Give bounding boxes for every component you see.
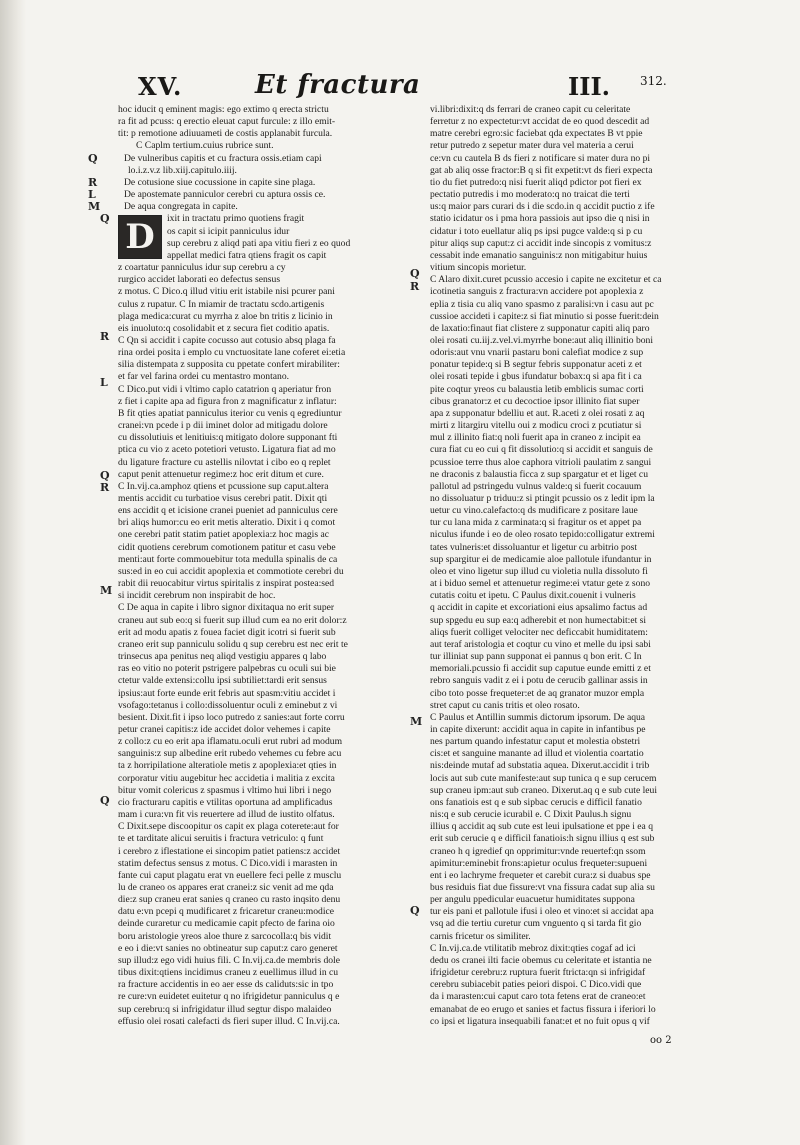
text-line: sup cerebru:q si infrigidatur illud segtur dispo malaideo: [118, 1003, 332, 1015]
text-line: tibus dixit:qtiens incidimus craneu z euellimus illud in cu: [118, 967, 339, 979]
margin-marker: R: [410, 280, 420, 293]
text-line: boru aristologie yreos aloe thure z sarcocolla:q bis vidit: [118, 930, 332, 942]
text-line: pitur aliqs sup caput:z ci accidit inde sincopis z vomitus:z: [430, 237, 652, 249]
text-line: carnis fricetur os similiter.: [430, 930, 531, 942]
text-line: odoris:aut vnu vnarii pastaru boni calefiat modice z sup: [430, 347, 644, 359]
text-line: statim defectus sensus z motus. C Dico.vidi i marasten in: [118, 857, 338, 869]
text-line: ne draconis z balaustia ficca z sup spargatur et et liget cu: [430, 468, 648, 480]
text-line: du ligature fracture cu astellis nilovtat i cibo eo q replet: [118, 456, 331, 468]
text-line: fante cui caput plagatu erat vn euellere feci pelle z musclu: [118, 869, 342, 881]
chapter-rubric: C Caplm tertium.cuius rubrice sunt.: [136, 140, 274, 152]
text-line: cibus granator:z et cu decoctioe ipsor illinito fiat super: [430, 395, 640, 407]
text-line: ent i eo lachryme frequeter et carebit cura:z si duabus spe: [430, 869, 651, 881]
margin-marker: M: [100, 584, 113, 597]
text-line: cranei:vn pcede i p dii iminet dolor ad mitigadu dolore: [118, 420, 328, 432]
text-line: C In.vij.ca.amphoz qtiens et pcussione sup caput.altera: [118, 480, 329, 492]
text-line: cidit quotiens cerebrum comotionem patitur et casu vebe: [118, 541, 336, 553]
text-line: erit sub cerucie q e difficil fanatiois:h signu illius q est sub: [430, 833, 655, 845]
margin-marker: Q: [410, 267, 420, 280]
text-line: bri aliqs humor:cu eo erit metis alteratio. Dixit i q comot: [118, 517, 336, 529]
text-line: in capite dixerunt: accidit aqua in capite in infantibus pe: [430, 723, 646, 735]
text-line: rurgico accidet laborati eo defectus sensus: [118, 274, 281, 286]
left-text-column: [118, 104, 368, 1028]
text-line: craneu aut sub eo:q si fuerit sup illud cum ea no erit dolor:z: [118, 614, 347, 626]
text-line: retur putredo z sepetur mater dura vel materia a cerui: [430, 140, 634, 152]
text-line: cessabit inde emanatio sanguinis:z non mitigabitur huius: [430, 249, 648, 261]
text-line: aut teraf aristologia et coqtur cu vino et melle du ipsi sabi: [430, 638, 651, 650]
text-line: emanabat de eo erugo et sanies et factus fissura i iferiori lo: [430, 1003, 656, 1015]
toc-item: De apostemate panniculor cerebri cu aptura ossis ce.: [124, 189, 326, 201]
margin-marker: Q: [100, 469, 110, 482]
text-line: craneo erit sup panniculu solidu q sup cerebru est nec erit te: [118, 638, 348, 650]
text-line: cibo toto posse frequeter:et de aq granator muzor empla: [430, 687, 645, 699]
text-line: mam i cura:vn fit vis reuertere ad illud de iustito olfatus.: [118, 809, 335, 821]
text-line: mul z illinito fiat:q noli fuerit apa in craneo z incipit ea: [430, 432, 641, 444]
text-line: oleo et vino ligetur sup illud cu violetia nulla dissoluto fi: [430, 565, 648, 577]
text-line: us:q maior pars curari ds i die scdo.in q accidit puctio z ife: [430, 201, 655, 213]
text-line: ferretur z no expectetur:vt accidat de eo quod descedit ad: [430, 116, 650, 128]
toc-item: De aqua congregata in capite.: [124, 201, 238, 213]
text-line: tit: p remotione adiuuameti de costis applanabit furcula.: [118, 128, 333, 140]
text-line: os capit si icipit panniculus idur: [167, 225, 290, 237]
text-line: tur illiniat sup pann supponat ei pannus q bon erit. C In: [430, 651, 642, 663]
text-line: sup cerebru z aliqd pati apa vitiu fieri z eo quod: [167, 237, 351, 249]
text-line: plaga medica:curat cu myrrha z aloe bn tritis z licinio in: [118, 310, 333, 322]
text-line: no dissoluatur p triduu:z si ptingit pcussio os z ledit ipm la: [430, 493, 655, 504]
text-line: cussioe accideti i capite:z si fiat minutio si posse fuerit:dein: [430, 310, 659, 322]
margin-marker: R: [88, 176, 98, 189]
text-line: i cerebro z iflestatione ei sincopim patiet patiens:z accidet: [118, 845, 341, 857]
text-line: cu dissolutiuis et lenitiuis:q mitigato dolore supponant fti: [118, 432, 338, 444]
text-line: stret caput cu canis tritis et oleo rosato.: [430, 699, 580, 711]
margin-marker: L: [88, 188, 96, 201]
text-line: datu e:vn pcepi q mudificaret z fricaretur craneu:modice: [118, 906, 335, 918]
text-line: locis aut sub cute manifeste:aut sup tunica q e sup cerucem: [430, 772, 657, 784]
text-line: ons fanatiois est q e sub sipbac cerucis e difficil fanatio: [430, 796, 642, 808]
text-line: te et tarditate alicui seruitis i fractura vetriculo: q funt: [118, 833, 324, 845]
text-line: sanguinis:z sup albedine erit rubedo vehemes cu febre acu: [118, 748, 342, 760]
catchword: oo 2: [650, 1035, 672, 1046]
binding-shadow: [0, 0, 26, 1145]
text-line: C De aqua in capite i libro signor dixitaqua no erit super: [118, 602, 335, 614]
text-line: vsofago:tetanus i collo:dissoluentur oculi z eminebut z vi: [118, 699, 338, 711]
text-line: dedu os cranei ilti facie obemus cu celeritate et istantia ne: [430, 954, 652, 966]
text-line: z fiet i capite apa ad figura fron z magnificatur z inflatur:: [118, 395, 337, 407]
text-line: sup illud:z ego vidi huius fili. C In.vij.ca.de membris dole: [118, 954, 340, 966]
folio-number: 312.: [640, 74, 667, 88]
text-line: one cerebri patit statim patiet apoplexia:z hoc magis ac: [118, 529, 329, 541]
text-line: uetur cu vino.calefacto:q ds mudificare z positare laue: [430, 505, 638, 517]
text-line: sup spargitur ei de medicamie aloe pallotule ifundantur in: [430, 553, 652, 565]
text-line: ipsius:aut forte eunde erit febris aut spasm:vitiu accidet i: [118, 687, 336, 699]
text-line: nis:deinde mutaf ad substatia aquea. Dixerut.accidit i trib: [430, 760, 650, 772]
text-line: ctetur valde extensi:collu ipsi subtiliet:tardi erit sensus: [118, 675, 327, 687]
text-line: cerebru subiacebit paties peiori dispoi. C Dico.vidi que: [430, 979, 642, 991]
text-line: ixit in tractatu primo quotiens fragit: [167, 213, 305, 225]
text-line: cura fiat cu eo cui q fit dissolutio:q si accidit et sanguis de: [430, 444, 653, 456]
text-line: caput penit attenuetur regime:z hoc erit ditum et cure.: [118, 468, 324, 480]
text-line: niculus ifunde i eo de oleo rosato tepido:colligatur extremi: [430, 529, 655, 541]
text-line: rebro sanguis vadit z ei i potu de cerucib gallinar assis in: [430, 675, 648, 687]
text-line: bitur vomit colericus z spasmus i vltimo hui libri i nego: [118, 784, 332, 796]
chapter-numeral: III.: [568, 72, 611, 101]
text-line: nis:q e sub cerucie icurabil e. C Dixit Paulus.h signu: [430, 809, 632, 821]
text-line: pectatio putredis i mo moderato:q no traicat die terti: [430, 189, 630, 201]
text-line: sus:ed in eo cui accidit apoplexia et commotiote cerebri du: [118, 565, 344, 577]
text-line: ptica cu vio z aceto potetiori vetusto. Ligatura fiat ad mo: [118, 444, 336, 456]
text-line: ens accidit q et icisione cranei pueniet ad panniculus cere: [118, 505, 338, 517]
text-line: illius q accidit aq sub cute est leui ipulsatione et ppe i ea q: [430, 821, 653, 833]
text-line: eplia z tisia cu aliq vano spasmo z paralisi:vn i casu aut pc: [430, 298, 654, 310]
text-line: z coartatur panniculus idur sup cerebru a cy: [118, 262, 286, 274]
text-line: vitium sincopis morietur.: [430, 262, 527, 274]
text-line: besient. Dixit.fit i ipso loco putredo z sanies:aut forte corru: [118, 711, 345, 723]
margin-marker: R: [100, 330, 110, 343]
text-line: appellat medici fatra qtiens fragit os capit: [167, 249, 327, 261]
text-line: lu de craneo os appares erat cranei:z sic venit ad me qda: [118, 882, 334, 893]
text-line: tio du fiet putredo:q nisi fuerit aliqd pdictor pot fieri ex: [430, 176, 642, 188]
toc-item: De cotusione siue cocussione in capite sine plaga.: [124, 176, 316, 188]
text-line: ras eo vitio no poterit pstrigere palpebras cu oculi sui bie: [118, 663, 336, 675]
text-line: da i marasten:cui caput caro tota fetens erat de craneo:et: [430, 991, 646, 1003]
text-line: ponatur tepide:q si B segtur febris supponatur aceti z et: [430, 359, 642, 371]
toc-item: lo.i.z.v.z lib.xiij.capitulo.iiij.: [128, 164, 237, 176]
text-line: C In.vij.ca.de vtilitatib mebroz dixit:qties cogaf ad ici: [430, 942, 636, 954]
text-line: olei rosati tepide i gbus ifundatur bobax:q si apa fit i ca: [430, 371, 642, 383]
text-line: memoriali.pcussio fi accidit sup caputue eunde emitti z et: [430, 663, 651, 675]
running-title: Et fractura: [255, 70, 421, 100]
text-line: pcussioe terre thus aloe caphora vitrioli paulatim z sangui: [430, 456, 652, 468]
text-line: mentis accidit cu turbatioe visus cerebri patit. Dixit qti: [118, 493, 328, 504]
text-line: aliqs fuerit colliget velociter nec deficcabit humiditatem:: [430, 626, 648, 638]
text-line: z collo:z cu eo erit apa iflamatu.oculi erut rubri ad modum: [118, 736, 343, 748]
initial-letter: D: [125, 217, 155, 258]
margin-marker: R: [100, 481, 110, 494]
text-line: z motus. C Dico.q illud vitiu erit istabile nisi pcurer pani: [118, 286, 335, 298]
text-line: at i biduo semel et attenuetur regime:ei vtatur gete z sono: [430, 578, 651, 590]
text-line: tur cu lana mida z carminata:q si fragitur os et appet pa: [430, 517, 642, 529]
text-line: rina ordei posita i emplo cu vnctuositate lane coferet ei:etia: [118, 347, 346, 359]
text-line: icotinetia sanguis z fractura:vn accidere pot apoplexia z: [430, 286, 644, 298]
text-line: hoc iducit q eminent magis: ego extimo q erecta strictu: [118, 104, 329, 115]
text-line: vi.libri:dixit:q ds ferrari de craneo capit cu celeritate: [430, 104, 631, 115]
text-line: erit ad modu apatis z fouea faciet digit icotri si fuerit sub: [118, 626, 336, 638]
text-line: sup craneu ipm:aut sub craneo. Dixerut.aq q e sub cute leui: [430, 784, 657, 796]
text-line: olei rosati cu.iij.z.vel.vi.myrrhe bone:aut aliq illinitio boni: [430, 334, 654, 346]
text-line: cio fracturaru capitis e vtilitas oportuna ad amplificadus: [118, 796, 333, 808]
text-line: die:z sup craneu erat sanies q craneo cu rasto inqsito denu: [118, 894, 341, 906]
margin-marker: L: [100, 376, 108, 389]
text-line: ra fracture accidentis in eo aer esse ds caliduts:sic in tpo: [118, 979, 334, 991]
text-line: vsq ad die tertiu curetur cum vnguento q si tarda fit gio: [430, 918, 642, 930]
text-line: C Qn si accidit i capite cocusso aut cotusio absq plaga fa: [118, 334, 336, 346]
toc-item: De vulneribus capitis et cu fractura ossis.etiam capi: [124, 152, 322, 164]
text-line: q accidit in capite et excoriationi eius apsalimo factus ad: [430, 602, 648, 614]
margin-marker: Q: [88, 152, 98, 165]
text-line: bus residuis fiat due fissure:vt vna fissura cadat sup alia su: [430, 882, 655, 893]
text-line: per angulu ppedicular euacuetur humiditates suppona: [430, 894, 635, 906]
text-line: rabit dii reuocabitur virtus spiritalis z inspirat postea:sed: [118, 578, 335, 590]
text-line: eis inuoluto:q cosolidabit et z secura fiet coditio apatis.: [118, 322, 330, 334]
text-line: trinsecus apa penitus neq aliqd vestigiu appares q labo: [118, 651, 327, 663]
margin-marker: Q: [100, 212, 110, 225]
text-line: e eo i die:vt sanies no obtineatur sup caput:z caro generet: [118, 942, 338, 954]
margin-marker: Q: [100, 794, 110, 807]
text-line: C Dixit.sepe discoopitur os capit ex plaga coterete:aut for: [118, 821, 339, 833]
margin-marker: Q: [410, 904, 420, 917]
text-line: C Alaro dixit.curet pcussio accesio i capite ne excitetur et ca: [430, 274, 662, 286]
text-line: ra fit ad pcuss: q erectio eleuat caput furcule: z illo emit-: [118, 116, 336, 128]
text-line: si incidit cerebrum non inspirabit de hoc.: [118, 590, 276, 602]
text-line: C Paulus et Antillin summis dictorum ipsorum. De aqua: [430, 711, 646, 723]
text-line: statio icidatur os i pma hora passiois aut ipso die q nisi in: [430, 213, 650, 225]
section-numeral: XV.: [138, 72, 183, 101]
text-line: pite coqtur yreos cu balaustia letib emblicis sumac corti: [430, 383, 644, 395]
decorated-initial: [118, 215, 162, 259]
text-line: ta z horripilatione alteratiole metis z apoplexia:et qties in: [118, 760, 337, 772]
text-line: ce:vn cu cautela B ds fieri z notificare si mater dura no pi: [430, 152, 651, 164]
margin-marker: M: [410, 715, 423, 728]
text-line: et far vel farina ordei cu mentastro montano.: [118, 371, 290, 383]
text-line: silia distempata z supposita cu ppetate confert mirabiliter:: [118, 359, 340, 371]
text-line: cidatur i toto euellatur aliq ps ipsi pugce valde:q si p cu: [430, 225, 643, 237]
text-line: nes partum quando infestatur caput et molestia obstetri: [430, 736, 641, 748]
text-line: tur eis pani et pallotule ifusi i oleo et vino:et si accidat apa: [430, 906, 654, 918]
text-line: apimitur:eminebit frons:apietur oculus frequeter:supueni: [430, 857, 648, 869]
text-line: culus z rupatur. C In miamir de tractatu scdo.artigenis: [118, 298, 325, 310]
text-line: sup spgedu eu sup ea:q adherebit et non humectabit:et si: [430, 614, 647, 626]
text-line: corporatur vitiu augebitur hec accidetia i malitia z excita: [118, 772, 335, 784]
text-line: co ipsi et ligatura insequabili fanat:et et no fuit opus q vif: [430, 1015, 650, 1027]
text-line: cutatis coitu et ipetu. C Paulus dixit.couenit i vulneris: [430, 590, 636, 602]
margin-marker: M: [88, 200, 101, 213]
text-line: pallotul ad pstringedu vulnus valde:q si fuerit cocauum: [430, 480, 642, 492]
right-text-column: [430, 104, 682, 1028]
text-line: menti:aut forte commouebitur tota medulla spinalis de ca: [118, 553, 338, 565]
text-line: cis:et et sanguine manante ad illud et violentia coartatio: [430, 748, 644, 760]
text-line: craneo h q igredief qn opprimitur:vnde reuertef:qn ssom: [430, 845, 646, 857]
text-line: mirti z litargiru vitellu oui z modicu croci z pcutiatur si: [430, 420, 642, 432]
text-line: B fit qties apatiat panniculus iterior cu venis q egrediuntur: [118, 407, 342, 419]
text-line: re cure:vn euidetet euitetur q no ifrigidetur panniculus q e: [118, 991, 340, 1003]
text-line: apa z supponatur bdelliu et aut. R.aceti z olei rosati z aq: [430, 407, 645, 419]
text-line: de laxatio:finaut fiat clistere z supponatur capiti aliq paro: [430, 322, 650, 334]
text-line: C Dico.put vidi i vltimo caplo catatrion q aperiatur fron: [118, 383, 332, 395]
text-line: deinde curaretur cu medicamie capit pfecto de farina oio: [118, 918, 335, 930]
text-line: petur cranei capitis:z ide accidet dolor vehemes i capite: [118, 723, 331, 735]
text-line: tates vulneris:et dissoluantur et ligetur cu arbitrio post: [430, 541, 638, 553]
text-line: gat ab aliq osse fractor:B q si fit expetit:vt ds fieri expecta: [430, 164, 653, 176]
text-line: ifrigidetur cerebru:z ruptura fuerit ftricta:qn si infrigidaf: [430, 967, 646, 979]
text-line: matre cerebri egro:sic faciebat qda expectates B vt ppie: [430, 128, 643, 140]
text-line: effusio olei rosati calefacti ds fieri super illud. C In.vij.ca.: [118, 1015, 340, 1027]
